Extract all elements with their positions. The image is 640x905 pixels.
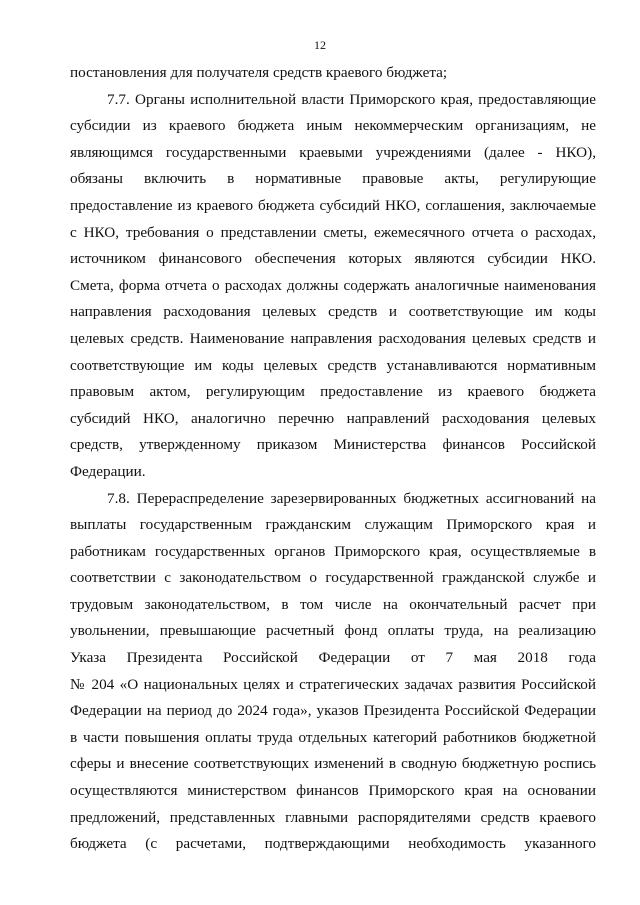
text-line: являющимся государственными краевыми учреждениями (далее - НКО), [70, 143, 596, 161]
paragraph-7-7 [70, 87, 596, 486]
text-line: 7.8. Перераспределение зарезервированных бюджетных ассигнований на [107, 489, 596, 507]
text-line: Смета, форма отчета о расходах должны содержать аналогичные наименования [70, 276, 596, 294]
text-line: соответствии с законодательством о государственной гражданской службе и [70, 569, 596, 587]
text-line: с НКО, требования о представлении сметы, ежемесячного отчета о расходах, [70, 223, 596, 241]
text-line: сферы и внесение соответствующих изменений в сводную бюджетную роспись [70, 755, 596, 773]
text-line: предоставление из краевого бюджета субсидий НКО, соглашения, заключаемые [70, 196, 596, 214]
text-line: целевых средств. Наименование направления расходования целевых средств и [70, 329, 596, 347]
paragraph-continued [70, 60, 596, 87]
text-line: трудовым законодательством, в том числе на окончательный расчет при [70, 595, 596, 613]
text-line: соответствующие им коды целевых средств устанавливаются нормативным [70, 356, 596, 374]
text-line: № 204 «О национальных целях и стратегических задачах развития Российской [70, 675, 596, 693]
text-line: субсидии из краевого бюджета иным некоммерческим организациям, не [70, 117, 596, 135]
text-line: Федерации на период до 2024 года», указов Президента Российской Федерации [70, 702, 596, 720]
text-line: обязаны включить в нормативные правовые акты, регулирующие [70, 170, 596, 188]
text-line: постановления для получателя средств краевого бюджета; [70, 64, 448, 81]
text-line: Федерации. [70, 462, 146, 480]
text-line: предложений, представленных главными распорядителями средств краевого [70, 808, 596, 826]
text-line: средств, утвержденному приказом Министерства финансов Российской [70, 436, 596, 454]
text-line: направления расходования целевых средств и соответствующие им коды [70, 303, 596, 321]
text-line: Указа Президента Российской Федерации от 7 мая 2018 года [70, 649, 596, 667]
text-line: выплаты государственным гражданским служащим Приморского края и [70, 516, 596, 534]
text-line: правовым актом, регулирующим предоставление из краевого бюджета [70, 383, 596, 401]
text-line: субсидий НКО, аналогично перечню направлений расходования целевых [70, 409, 596, 427]
text-line: в части повышения оплаты труда отдельных категорий работников бюджетной [70, 728, 596, 746]
document-body [70, 60, 596, 858]
text-line: работникам государственных органов Приморского края, осуществляемые в [70, 542, 596, 560]
text-line: источником финансового обеспечения которых являются субсидии НКО. [70, 250, 596, 268]
page-number: 12 [314, 38, 326, 52]
text-line: бюджета (с расчетами, подтверждающими необходимость указанного [70, 835, 596, 853]
text-line: увольнении, превышающие расчетный фонд оплаты труда, на реализацию [70, 622, 596, 640]
text-line: 7.7. Органы исполнительной власти Приморского края, предоставляющие [107, 90, 596, 108]
text-line: осуществляются министерством финансов Приморского края на основании [70, 782, 596, 800]
paragraph-7-8 [70, 486, 596, 858]
